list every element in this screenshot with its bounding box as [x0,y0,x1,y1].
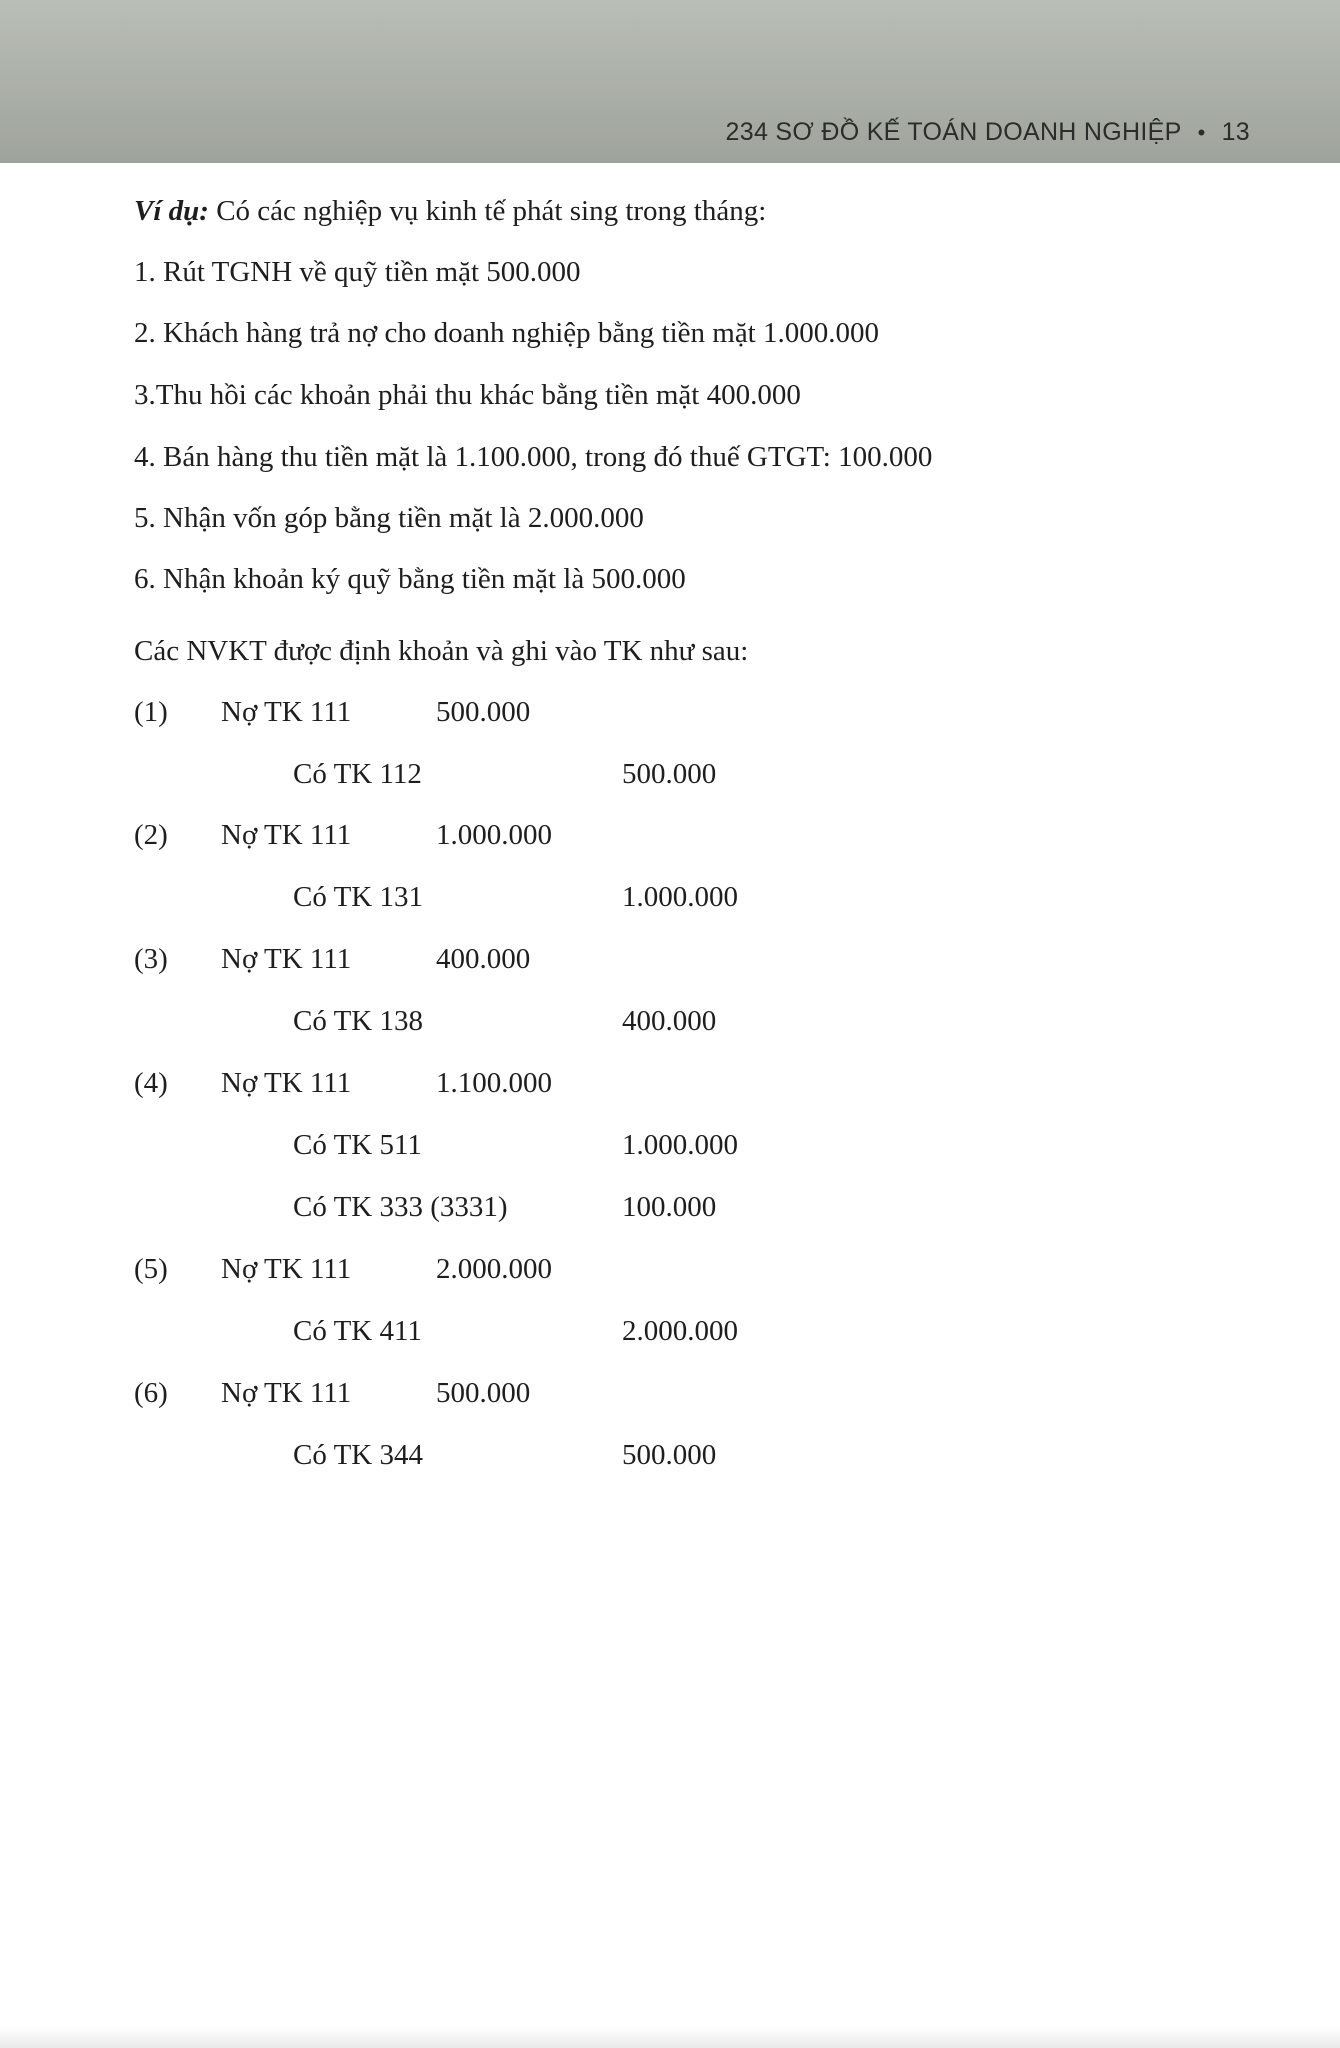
entry-number: (2) [134,819,168,851]
page-number: 13 [1221,118,1250,146]
credit-account: Có TK 112 [293,758,422,790]
debit-amount: 500.000 [436,696,531,728]
entry-number: (3) [134,943,168,975]
credit-amount: 2.000.000 [622,1315,738,1347]
debit-account: Nợ TK 111 [221,1377,352,1409]
header-separator: • [1197,119,1206,145]
credit-account: Có TK 411 [293,1315,422,1347]
credit-amount: 100.000 [622,1191,717,1223]
credit-amount: 500.000 [622,758,717,790]
entries-summary: Các NVKT được định khoản và ghi vào TK như sau: [134,635,749,667]
page-header [0,0,1340,163]
debit-amount: 500.000 [436,1377,531,1409]
credit-amount: 1.000.000 [622,881,738,913]
credit-amount: 1.000.000 [622,1129,738,1161]
credit-account: Có TK 138 [293,1005,423,1037]
entry-number: (6) [134,1377,168,1409]
credit-amount: 500.000 [622,1439,717,1471]
book-title: 234 SƠ ĐỒ KẾ TOÁN DOANH NGHIỆP [725,118,1182,146]
entry-number: (5) [134,1253,168,1285]
credit-account: Có TK 333 (3331) [293,1191,508,1223]
operation-item: 1. Rút TGNH về quỹ tiền mặt 500.000 [134,256,581,288]
operation-item: 6. Nhận khoản ký quỹ bằng tiền mặt là 500.000 [134,563,686,595]
credit-account: Có TK 511 [293,1129,422,1161]
credit-account: Có TK 344 [293,1439,423,1471]
operation-item: 5. Nhận vốn góp bằng tiền mặt là 2.000.000 [134,502,644,534]
operation-item: 3.Thu hồi các khoản phải thu khác bằng tiền mặt 400.000 [134,379,801,411]
page-bottom-edge [0,2026,1340,2048]
credit-account: Có TK 131 [293,881,423,913]
example-label: Ví dụ: [134,195,209,227]
debit-account: Nợ TK 111 [221,943,352,975]
debit-account: Nợ TK 111 [221,819,352,851]
operation-item: 2. Khách hàng trả nợ cho doanh nghiệp bằng tiền mặt 1.000.000 [134,317,879,349]
entry-number: (1) [134,696,168,728]
debit-amount: 1.100.000 [436,1067,552,1099]
entry-number: (4) [134,1067,168,1099]
operation-item: 4. Bán hàng thu tiền mặt là 1.100.000, trong đó thuế GTGT: 100.000 [134,441,933,473]
example-intro [134,197,766,226]
example-text: Có các nghiệp vụ kinh tế phát sing trong tháng: [208,195,767,227]
debit-amount: 1.000.000 [436,819,552,851]
debit-account: Nợ TK 111 [221,1067,352,1099]
debit-account: Nợ TK 111 [221,1253,352,1285]
running-header [726,118,1250,147]
debit-account: Nợ TK 111 [221,696,352,728]
debit-amount: 400.000 [436,943,531,975]
credit-amount: 400.000 [622,1005,717,1037]
debit-amount: 2.000.000 [436,1253,552,1285]
